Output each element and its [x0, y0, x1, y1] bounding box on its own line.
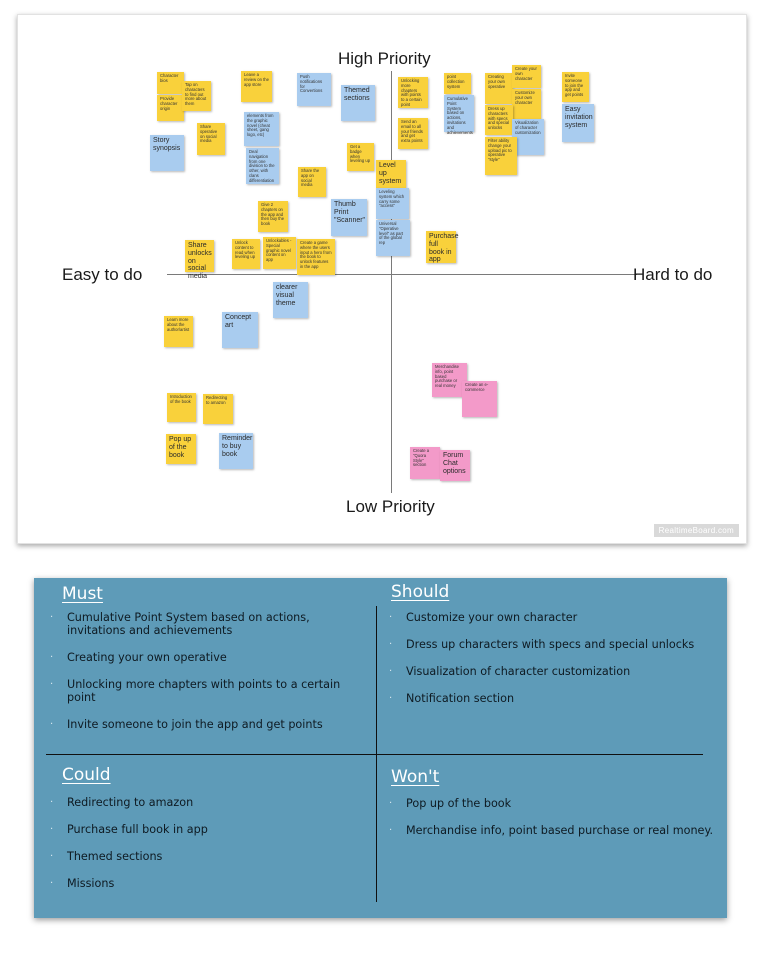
sticky-note[interactable]: Creating your own operative [485, 73, 513, 104]
list-item: · Notification section [401, 692, 716, 705]
sticky-note[interactable]: Visualization of character customization [512, 119, 544, 155]
sticky-note[interactable]: Create a "Quora Style" section [410, 447, 440, 479]
sticky-note[interactable]: Push notifications for Convertions [297, 73, 331, 106]
could-list [62, 796, 367, 904]
sticky-note[interactable]: Learn more about the author/artist [164, 316, 193, 347]
list-item: · Merchandise info, point based purchase or real money. [401, 824, 716, 837]
sticky-note[interactable]: Pop up of the book [166, 434, 196, 464]
list-item: · Redirecting to amazon [62, 796, 367, 809]
sticky-note[interactable]: Invite someone to join the app and get points [562, 72, 589, 102]
sticky-note[interactable]: Concept art [222, 312, 258, 348]
sticky-note[interactable]: Story synopsis [150, 135, 184, 171]
sticky-note[interactable]: Forum Chat options [440, 450, 470, 481]
list-item: · Dress up characters with specs and special unlocks [401, 638, 716, 651]
sticky-note[interactable]: Leave a review on the app store [241, 71, 272, 102]
sticky-note[interactable]: Filter ability change your upload pic to operative "style" [485, 137, 517, 175]
sticky-note[interactable]: Share unlocks on social media [185, 240, 214, 272]
sticky-note[interactable]: Character bios [157, 72, 184, 94]
board-watermark: RealtimeBoard.com [654, 524, 739, 537]
quadrant-divider-horizontal [46, 754, 703, 755]
sticky-note[interactable]: Share operative on social media [197, 123, 225, 155]
sticky-note[interactable]: point collection system [444, 73, 471, 94]
vertical-axis [391, 71, 392, 493]
sticky-note[interactable]: Level up system [376, 160, 406, 188]
sticky-note[interactable]: Give 2 chapters on the app and then buy the book [258, 201, 288, 232]
sticky-note[interactable]: Introduction of the book [167, 393, 196, 422]
sticky-note[interactable]: elements from the graphic novel (cheat sheet, gang logo, etc) [244, 112, 279, 146]
axis-label-hard: Hard to do [633, 265, 713, 284]
sticky-note[interactable]: Easy invitation system [562, 104, 594, 142]
sticky-note[interactable]: Unlockables - Special graphic novel content on app [263, 237, 296, 269]
horizontal-axis [167, 274, 637, 275]
list-item: · Unlocking more chapters with points to a certain point [62, 678, 367, 704]
sticky-note[interactable]: Customize your own character [512, 89, 541, 119]
must-heading: Must [62, 584, 103, 604]
sticky-note[interactable]: Merchandise info, point based purchase or real money [432, 363, 467, 397]
list-item: · Customize your own character [401, 611, 716, 624]
sticky-note[interactable]: Create an e-commerce [462, 381, 497, 417]
list-item: · Invite someone to join the app and get points [62, 718, 367, 731]
list-item: · Visualization of character customization [401, 665, 716, 678]
sticky-note[interactable]: Send an email to all your friends and get extra points [398, 118, 428, 149]
list-item: · Missions [62, 877, 367, 890]
sticky-note[interactable]: Provide character origin [157, 95, 184, 121]
sticky-note[interactable]: Universal "Operative level" as part of the global rep [376, 220, 410, 256]
should-list [401, 611, 716, 719]
should-heading: Should [391, 582, 450, 602]
sticky-note[interactable]: Unlocking more chapters with points to a certain point [398, 77, 428, 108]
sticky-note[interactable]: Redirecting to amazon [203, 394, 233, 424]
sticky-note[interactable]: Leveling system which carry some "access" [376, 188, 409, 219]
must-list [62, 611, 367, 745]
moscow-summary-panel [34, 578, 727, 918]
wont-list [401, 797, 716, 851]
sticky-note[interactable]: Share the app on social media [298, 167, 326, 197]
list-item: · Creating your own operative [62, 651, 367, 664]
sticky-note[interactable]: Create your own character [512, 65, 541, 88]
sticky-note[interactable]: Deal navigation from one division to the other, with clans differentiation [246, 148, 279, 184]
axis-label-low-priority: Low Priority [346, 497, 435, 516]
sticky-note[interactable]: Cumulative Point System based on actions, invitations and achievements [444, 95, 474, 132]
axis-label-easy: Easy to do [62, 265, 143, 284]
could-heading: Could [62, 765, 111, 785]
list-item: · Cumulative Point System based on actions, invitations and achievements [62, 611, 367, 637]
sticky-note[interactable]: Purchase full book in app [426, 231, 456, 263]
sticky-note[interactable]: Get a badge when leveling up [347, 143, 374, 171]
wont-heading: Won't [391, 767, 440, 787]
sticky-note[interactable]: Reminder to buy book [219, 433, 253, 469]
axis-label-high-priority: High Priority [338, 49, 431, 68]
list-item: · Themed sections [62, 850, 367, 863]
priority-matrix-board [17, 14, 747, 544]
list-item: · Purchase full book in app [62, 823, 367, 836]
sticky-note[interactable]: Unlock content to read when leveling up [232, 239, 260, 269]
sticky-note[interactable]: Thumb Print "Scanner" [331, 199, 367, 236]
sticky-note[interactable]: Dress up characters with specs and special unlocks [485, 105, 513, 135]
list-item: · Pop up of the book [401, 797, 716, 810]
sticky-note[interactable]: Tap on characters to find out more about them [182, 81, 211, 111]
sticky-note[interactable]: clearer visual theme [273, 282, 308, 318]
sticky-note[interactable]: Themed sections [341, 85, 375, 121]
sticky-note[interactable]: Create a game where the users input a hero from the book to unlock features in the app [297, 239, 335, 275]
